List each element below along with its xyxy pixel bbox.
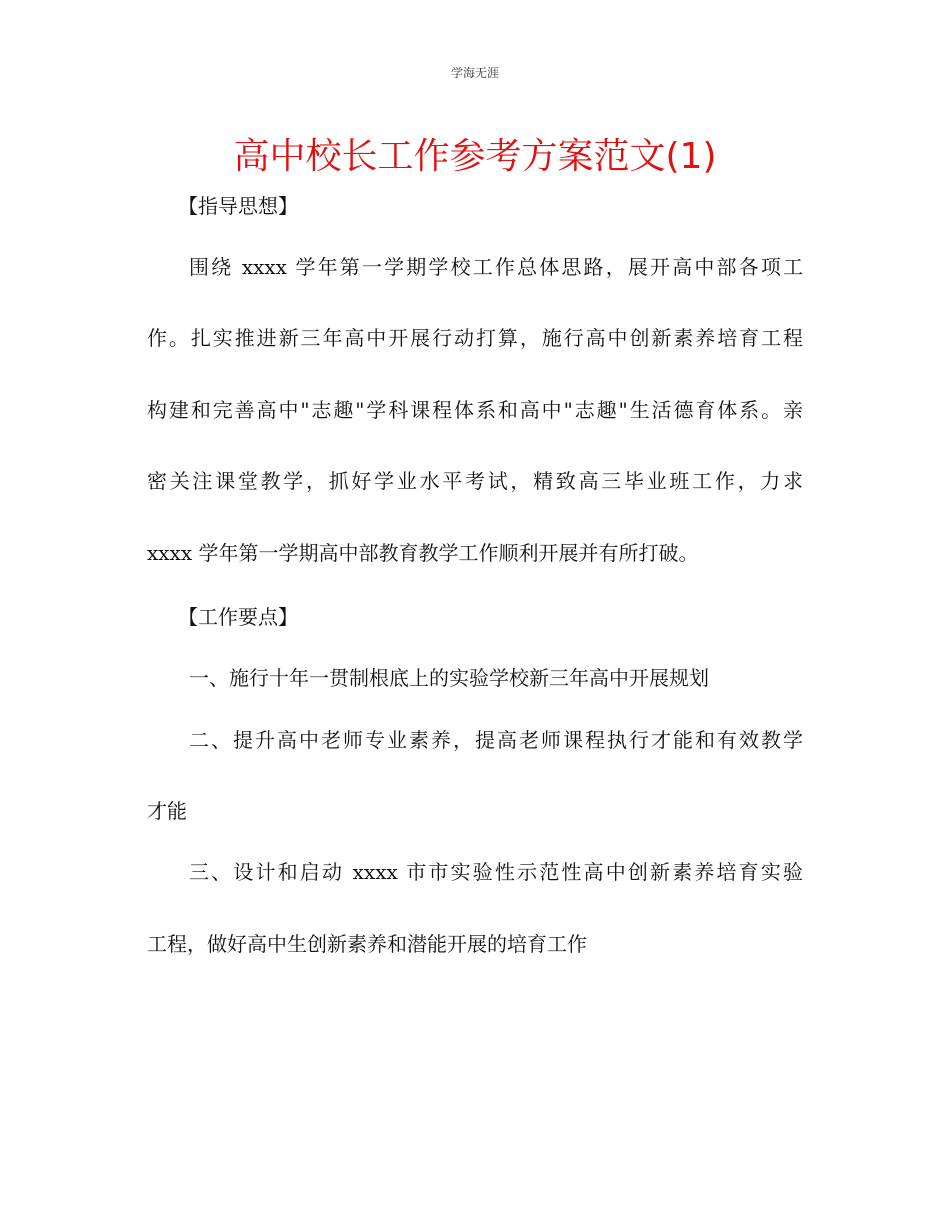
work-point-3-continuation: 工程，做好高中生创新素养和潜能开展的培育工作 (147, 932, 587, 956)
work-point-2-continuation: 才能 (147, 799, 187, 823)
page-header: 学海无涯 (450, 66, 499, 80)
work-point-3: 三、设计和启动 xxxx 市市实验性示范性高中创新素养培育实验 (189, 860, 803, 884)
paragraph-line: 构建和完善高中"志趣"学科课程体系和高中"志趣"生活德育体系。亲 (147, 398, 803, 422)
document-title: 高中校长工作参考方案范文(1) (233, 136, 717, 177)
work-point-1: 一、施行十年一贯制根底上的实验学校新三年高中开展规划 (189, 666, 709, 690)
paragraph-line: 作。扎实推进新三年高中开展行动打算，施行高中创新素养培育工程 (147, 326, 803, 350)
work-point-2: 二、提升高中老师专业素养，提高老师课程执行才能和有效教学 (189, 728, 803, 752)
paragraph-line: 密关注课堂教学，抓好学业水平考试，精致高三毕业班工作，力求 (147, 469, 803, 493)
paragraph-line: xxxx 学年第一学期高中部教育教学工作顺利开展并有所打破。 (147, 541, 699, 565)
section-heading-points: 【工作要点】 (178, 605, 298, 629)
section-heading-guiding: 【指导思想】 (178, 194, 298, 218)
paragraph-line: 围绕 xxxx 学年第一学期学校工作总体思路，展开高中部各项工 (189, 255, 803, 279)
